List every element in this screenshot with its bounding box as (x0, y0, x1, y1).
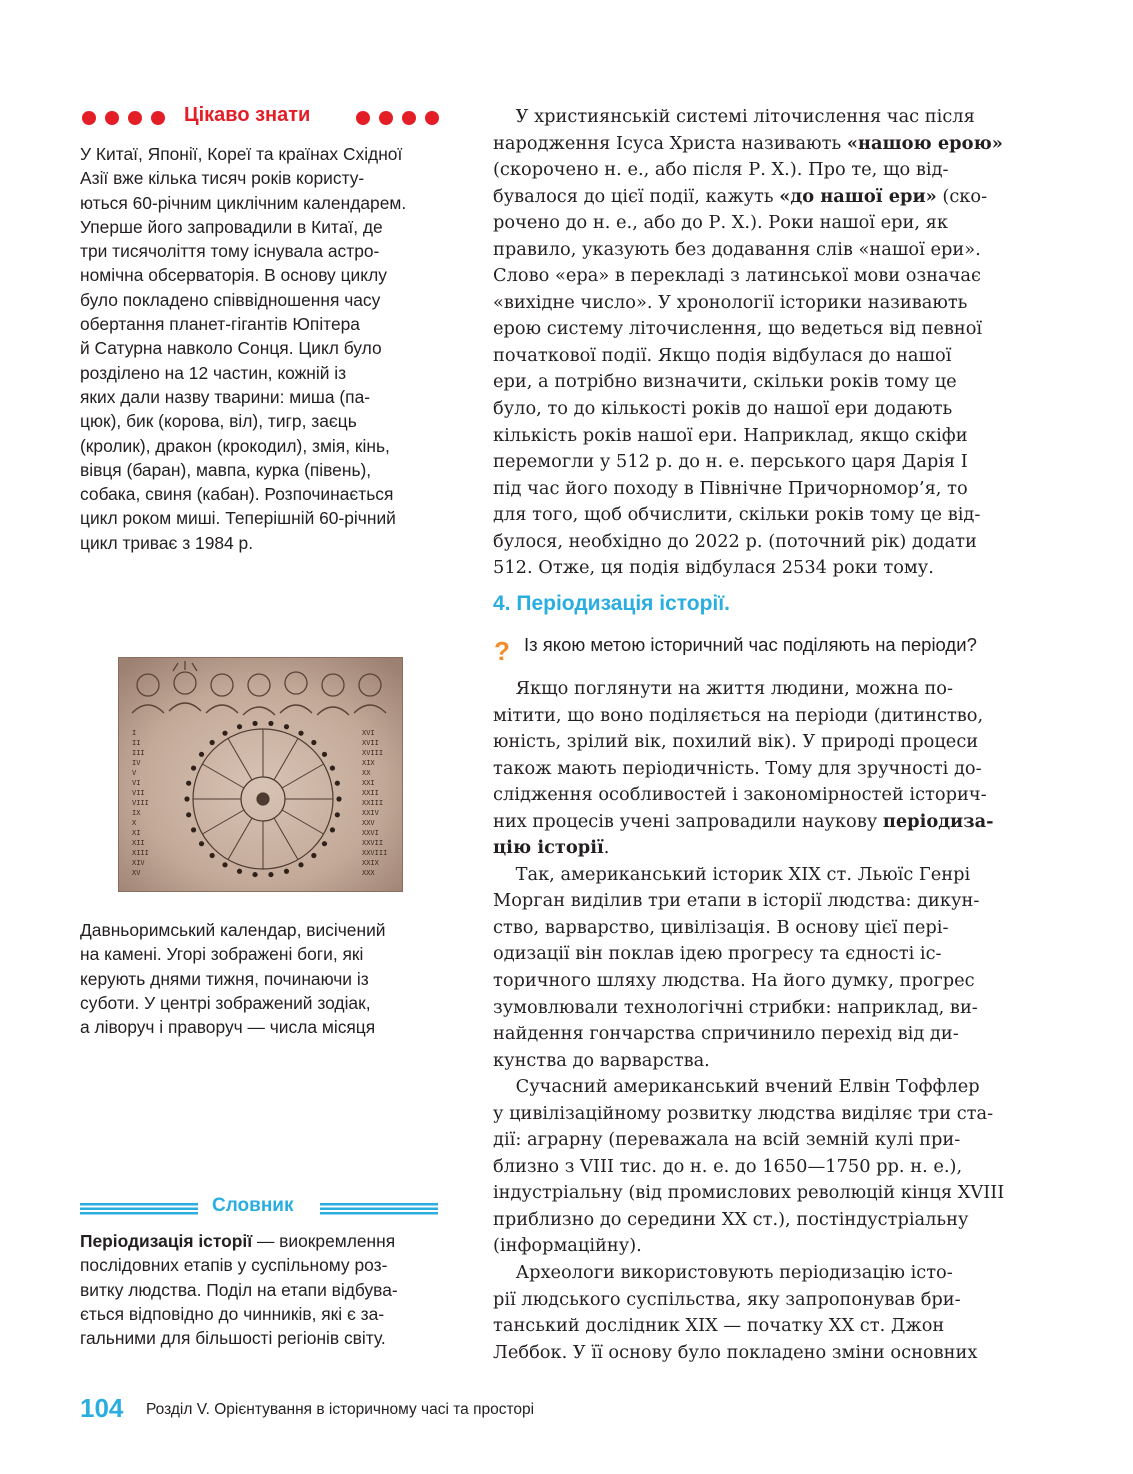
text-part: індустріальну (від промислових революцій кінця XVIII (493, 1182, 1005, 1204)
calendar-peg-hole (199, 841, 204, 846)
text-line (493, 131, 1033, 158)
text-line (493, 316, 1033, 343)
text-part: юність, зрілий вік, похилий вік). У природі процеси (493, 731, 979, 753)
roman-calendar-illustration (118, 657, 403, 892)
red-dot-icon (356, 111, 370, 125)
calendar-numeral: XIX (362, 759, 375, 767)
text-line (493, 1287, 1033, 1314)
text-part: було, то до кількості років до нашої ери додають (493, 398, 953, 420)
fact-line: Азії вже кілька тисяч років користу- (80, 168, 365, 189)
fact-line: й Сатурна навколо Сонця. Цикл було (80, 338, 382, 359)
text-part: Морган виділив три етапи в історії людства: дикун- (493, 890, 980, 912)
calendar-peg-hole (222, 731, 227, 736)
caption-line: на камені. Угорі зображені боги, які (80, 944, 364, 965)
glossary-term: Періодизація історії (80, 1231, 253, 1251)
calendar-peg-hole (252, 721, 257, 726)
text-line (493, 476, 1033, 503)
text-part: народження Ісуса Христа називають (493, 132, 847, 154)
red-dot-icon (151, 111, 165, 125)
fact-line: цюк), бик (корова, віл), тигр, заєць (80, 411, 357, 432)
text-line (493, 729, 1033, 756)
fact-line: цикл роком миші. Теперішній 60-річний (80, 508, 396, 529)
calendar-peg-hole (335, 781, 340, 786)
glossary-line: витку людства. Поділ на етапи відбува- (80, 1279, 398, 1300)
text-line (493, 157, 1033, 184)
fact-line: номічна обсерваторія. В основу циклу (80, 265, 387, 286)
text-part: одизації він поклав ідею прогресу та єдності іс- (493, 943, 942, 965)
text-part: близно з VIII тис. до н. е. до 1650—1750 рр. н. е.), (493, 1155, 963, 1177)
calendar-numeral: XVI (362, 729, 375, 737)
glossary-decor-right (320, 1203, 438, 1215)
caption-line: суботи. У центрі зображений зодіак, (80, 992, 371, 1013)
text-line (493, 1260, 1033, 1287)
red-dot-icon (82, 111, 96, 125)
text-part: Якщо поглянути на життя людини, можна по- (493, 678, 954, 699)
calendar-peg-hole (322, 752, 327, 757)
text-part: танський дослідник XIX — початку XX ст. Джон (493, 1315, 945, 1337)
section-title: 4. Періодизація історії. (493, 592, 730, 615)
text-part: для того, щоб обчислити, скільки років тому це від- (493, 504, 981, 526)
calendar-peg-hole (199, 752, 204, 757)
text-part: перемогли у 512 р. до н. е. перського царя Дарія І (493, 451, 968, 473)
text-part: Археологи використовують періодизацію істо- (493, 1262, 953, 1284)
calendar-numeral: IX (132, 809, 141, 817)
roman-calendar-image (118, 657, 403, 892)
text-part: . (603, 837, 610, 859)
text-part: «вихідне число». У хронології історики називають (493, 291, 968, 313)
text-part: торичного шляху людства. На його думку, прогрес (493, 970, 975, 992)
text-line (493, 184, 1033, 211)
calendar-peg-hole (322, 841, 327, 846)
text-part: приблизно до середини XX ст.), постіндустріальну (493, 1208, 969, 1230)
red-dot-icon (105, 111, 119, 125)
calendar-numeral: VII (132, 789, 145, 797)
calendar-peg-hole (284, 869, 289, 874)
chapter-title: Розділ V. Орієнтування в історичному часі та просторі (146, 1401, 535, 1418)
red-dot-icon (128, 111, 142, 125)
text-line (493, 756, 1033, 783)
calendar-peg-hole (330, 765, 335, 770)
text-line (493, 676, 1033, 703)
text-part: під час його походу в Північне Причорномор’я, то (493, 477, 968, 499)
text-line (493, 555, 1033, 582)
fact-line: собака, свиня (кабан). Розпочинається (80, 484, 394, 505)
text-line (493, 210, 1033, 237)
text-part: зумовлювали технологічні стрибки: наприклад, ви- (493, 996, 978, 1018)
text-line (493, 782, 1033, 809)
calendar-numeral: III (132, 749, 145, 757)
calendar-numeral: XXVIII (362, 849, 388, 857)
calendar-numeral: XI (132, 829, 141, 837)
bold-term: «нашою ерою» (846, 132, 1003, 154)
glossary-line: послідовних етапів у суспільному роз- (80, 1255, 388, 1276)
caption-line: Давньоримський календар, висічений (80, 920, 386, 940)
text-line (493, 835, 1033, 862)
text-line (493, 915, 1033, 942)
calendar-numeral: II (132, 739, 141, 747)
calendar-numeral: XV (132, 869, 141, 877)
text-part: У християнській системі літочислення час після (493, 106, 975, 127)
calendar-numeral: XVIII (362, 749, 384, 757)
text-part: них процесів учені запровадили наукову (493, 810, 883, 832)
calendar-peg-hole (252, 872, 257, 877)
calendar-peg-hole (298, 862, 303, 867)
text-part: Так, американський історик XIX ст. Льюїс Генрі (493, 863, 971, 885)
text-part: кількість років нашої ери. Наприклад, якщо скіфи (493, 424, 968, 446)
glossary-decor-left (80, 1203, 198, 1215)
calendar-peg-hole (268, 872, 273, 877)
page-number: 104 (80, 1393, 124, 1423)
text-line (493, 263, 1033, 290)
text-line (493, 1101, 1033, 1128)
section-question: Із якою метою історичний час поділяють на періоди? (524, 634, 977, 655)
calendar-numeral: X (132, 819, 137, 827)
text-line (493, 1048, 1033, 1075)
text-line (493, 104, 1033, 131)
calendar-numeral: VI (132, 779, 141, 787)
calendar-peg-hole (311, 853, 316, 858)
text-part: також мають періодичність. Тому для зручності до- (493, 757, 982, 779)
fact-line: ються 60-річним циклічним календарем. (80, 192, 407, 213)
bold-term: періодиза- (882, 810, 994, 832)
text-line (493, 1207, 1033, 1234)
calendar-peg-hole (186, 781, 191, 786)
text-line (493, 968, 1033, 995)
text-line (493, 290, 1033, 317)
fact-box-text (80, 142, 440, 555)
calendar-numeral: XXV (362, 819, 375, 827)
fact-line: Уперше його запровадили в Китаї, де (80, 216, 383, 237)
calendar-peg-hole (186, 812, 191, 817)
calendar-numeral: IV (132, 759, 141, 767)
calendar-numeral: XIV (132, 859, 145, 867)
text-line (493, 703, 1033, 730)
calendar-numeral: XXI (362, 779, 375, 787)
calendar-peg-hole (210, 853, 215, 858)
text-part: 512. Отже, ця подія відбулася 2534 роки тому. (493, 557, 934, 579)
calendar-numeral: XX (362, 769, 371, 777)
calendar-peg-hole (184, 796, 189, 801)
fact-line: було покладено співвідношення часу (80, 289, 381, 310)
calendar-numeral: VIII (132, 799, 149, 807)
text-part: Слово «ера» в перекладі з латинської мови означає (493, 265, 981, 287)
text-line (493, 1127, 1033, 1154)
text-line (493, 941, 1033, 968)
text-line (493, 423, 1033, 450)
fact-line: У Китаї, Японії, Кореї та країнах Східної (80, 144, 403, 164)
fact-line: обертання планет-гігантів Юпітера (80, 314, 360, 335)
calendar-peg-hole (237, 869, 242, 874)
bold-term: «до нашої ери» (779, 185, 937, 207)
calendar-numeral: XII (132, 839, 145, 847)
fact-box-header (80, 102, 440, 134)
fact-line: яких дали назву тварини: миша (па- (80, 386, 371, 407)
red-dot-icon (379, 111, 393, 125)
text-part: слідження особливостей і закономірностей історич- (493, 784, 987, 806)
calendar-numeral: XXIII (362, 799, 384, 807)
question-mark-icon: ? (494, 636, 510, 666)
main-paragraph-era (493, 104, 1033, 582)
text-part: ерою систему літочислення, що ведеться від певної (493, 318, 983, 340)
fact-line: вівця (баран), мавпа, курка (півень), (80, 459, 372, 480)
text-line (493, 1021, 1033, 1048)
fact-box-title: Цікаво знати (184, 104, 311, 126)
red-dot-icon (425, 111, 439, 125)
text-line (493, 529, 1033, 556)
calendar-peg-hole (191, 827, 196, 832)
fact-line: розділено на 12 частин, кожній із (80, 362, 347, 383)
text-part: рії людського суспільства, яку запропонував бри- (493, 1288, 961, 1310)
calendar-peg-hole (284, 724, 289, 729)
red-dot-icon (402, 111, 416, 125)
text-part: Леббок. У її основу було покладено зміни основних (493, 1341, 978, 1363)
caption-line: керують днями тижня, починаючи із (80, 968, 369, 989)
text-part: найдення гончарства спричинило перехід від ди- (493, 1023, 959, 1045)
calendar-numeral: XXIX (362, 859, 379, 867)
calendar-numeral: XVII (362, 739, 379, 747)
calendar-peg-hole (191, 765, 196, 770)
text-line (493, 1154, 1033, 1181)
calendar-peg-hole (330, 827, 335, 832)
text-part: ство, варварство, цивілізація. В основу цієї пері- (493, 916, 949, 938)
text-line (493, 1340, 1033, 1367)
calendar-numeral: XXII (362, 789, 379, 797)
calendar-numeral: I (132, 729, 137, 737)
calendar-peg-hole (210, 740, 215, 745)
text-line (493, 343, 1033, 370)
glossary-header (80, 1195, 440, 1221)
calendar-numeral: V (132, 769, 137, 777)
text-line (493, 369, 1033, 396)
calendar-peg-hole (298, 731, 303, 736)
text-part: (скорочено н. е., або після Р. Х.). Про те, що від- (493, 159, 949, 181)
calendar-numeral: XXX (362, 869, 375, 877)
text-line (493, 449, 1033, 476)
calendar-numeral: XIII (132, 849, 149, 857)
calendar-peg-hole (268, 721, 273, 726)
calendar-peg-hole (237, 724, 242, 729)
text-part: бувалося до цієї події, кажуть (493, 185, 780, 207)
text-part: Сучасний американський вчений Елвін Тоффлер (493, 1076, 980, 1098)
text-line (493, 862, 1033, 889)
text-line (493, 237, 1033, 264)
glossary-definition (80, 1229, 440, 1350)
text-part: рочено до н. е., або до Р. Х.). Роки нашої ери, як (493, 212, 949, 234)
glossary-text-part: — виокремлення (252, 1231, 396, 1251)
image-caption (80, 918, 440, 1039)
text-line (493, 1074, 1033, 1101)
calendar-numeral: XXVII (362, 839, 384, 847)
text-line (493, 396, 1033, 423)
glossary-title: Словник (212, 1195, 294, 1216)
text-line (493, 1180, 1033, 1207)
text-part: у цивілізаційному розвитку людства виділяє три ста- (493, 1102, 994, 1124)
text-line (493, 809, 1033, 836)
text-part: (ско- (936, 185, 988, 207)
text-line (493, 502, 1033, 529)
text-part: булося, необхідно до 2022 р. (поточний рік) додати (493, 530, 977, 552)
text-line (493, 888, 1033, 915)
text-part: кунства до варварства. (493, 1049, 710, 1071)
calendar-numeral: XXIV (362, 809, 379, 817)
calendar-peg-hole (311, 740, 316, 745)
text-part: правило, указують без додавання слів «нашої ери». (493, 238, 981, 260)
calendar-numeral: XXVI (362, 829, 379, 837)
calendar-peg-hole (336, 796, 341, 801)
calendar-peg-hole (222, 862, 227, 867)
text-line (493, 995, 1033, 1022)
fact-line: (кролик), дракон (крокодил), змія, кінь, (80, 435, 390, 456)
glossary-line (80, 1229, 440, 1253)
main-paragraph-periodization (493, 676, 1033, 1366)
glossary-line: ється відповідно до чинників, які є за- (80, 1303, 385, 1324)
text-part: ери, а потрібно визначити, скільки років тому це (493, 371, 957, 393)
glossary-line: гальними для більшості регіонів світу. (80, 1328, 386, 1349)
text-part: мітити, що воно поділяється на періоди (дитинство, (493, 704, 984, 726)
text-line (493, 1313, 1033, 1340)
fact-line: три тисячоліття тому існувала астро- (80, 241, 380, 262)
text-part: (інформаційну). (493, 1235, 642, 1257)
fact-line: цикл триває з 1984 р. (80, 532, 254, 553)
caption-line: а ліворуч і праворуч — числа місяця (80, 1017, 376, 1038)
text-part: початкової події. Якщо подія відбулася до нашої (493, 344, 952, 366)
bold-term: цію історії (493, 837, 604, 859)
text-part: дії: аграрну (переважала на всій земній кулі при- (493, 1129, 961, 1151)
text-line (493, 1233, 1033, 1260)
calendar-peg-hole (335, 812, 340, 817)
